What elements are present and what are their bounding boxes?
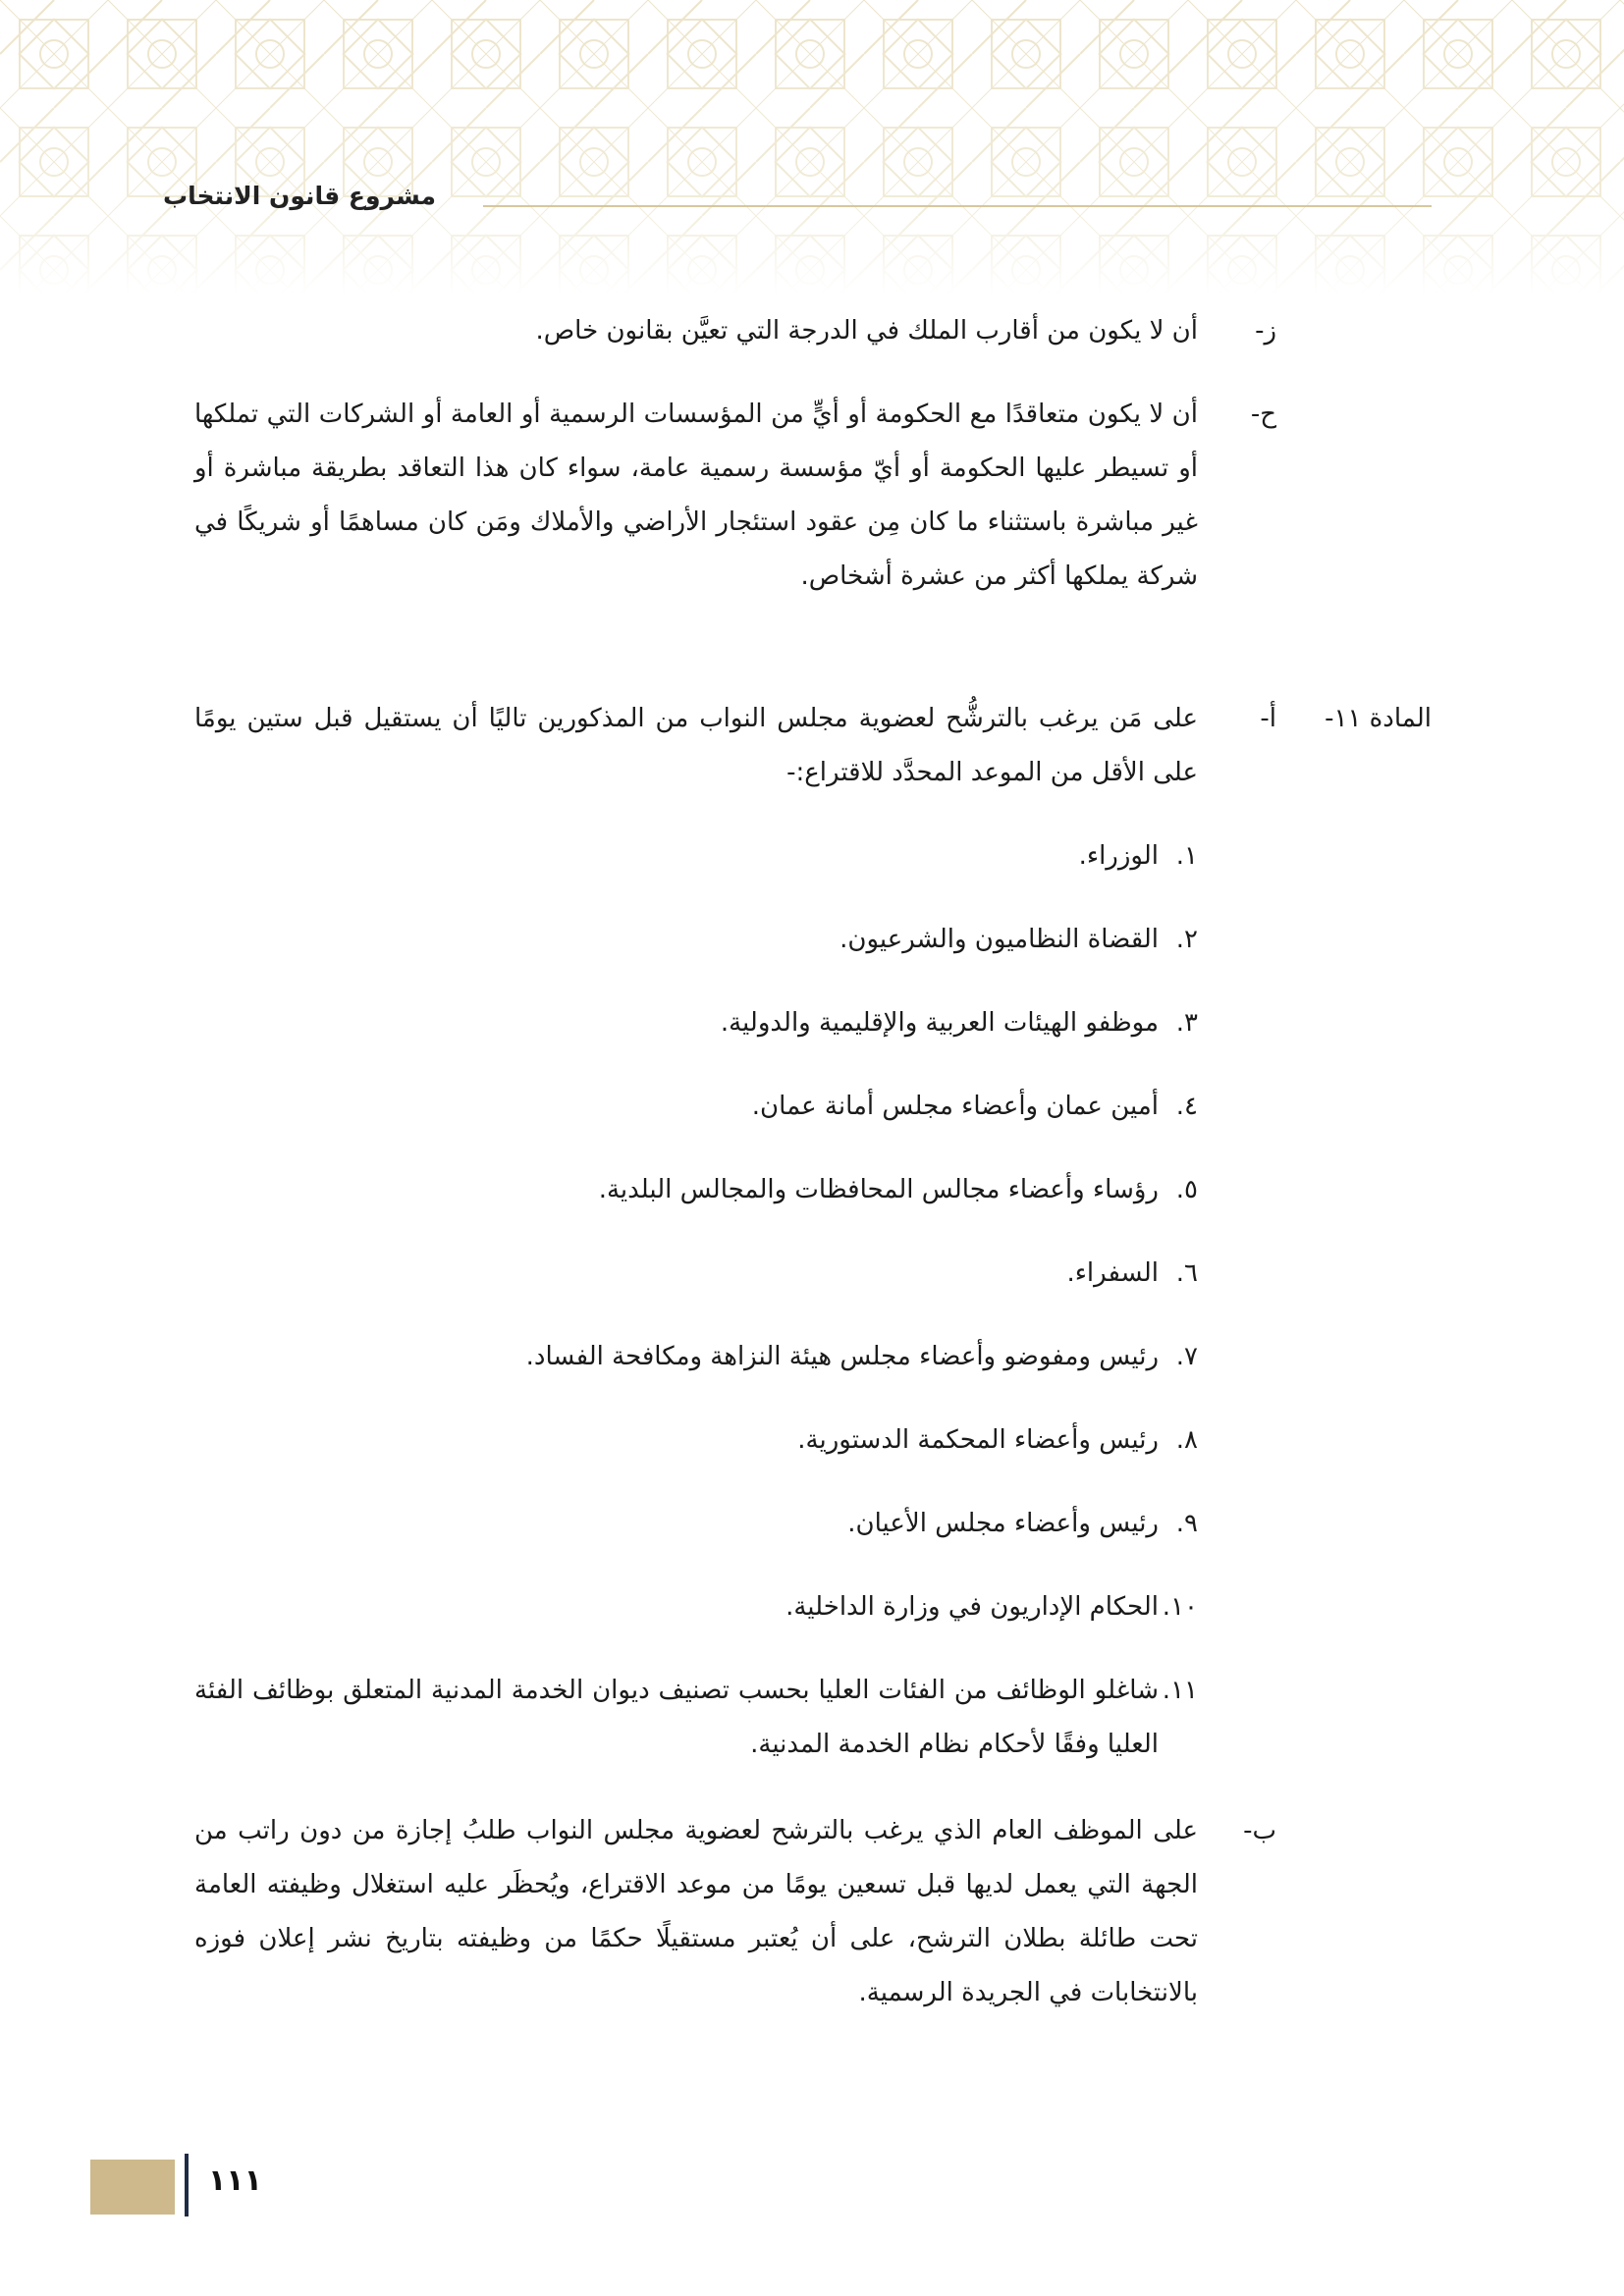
clause-label-ha: ح- bbox=[1250, 400, 1276, 429]
header-pattern bbox=[0, 0, 1624, 294]
list-item-text: الوزراء. bbox=[1078, 841, 1159, 871]
list-item-text: القضاة النظاميون والشرعيون. bbox=[839, 925, 1159, 954]
page-marker-rule bbox=[185, 2154, 189, 2216]
page-number: ١١١ bbox=[208, 2163, 262, 2198]
page-header-title: مشروع قانون الانتخاب bbox=[163, 182, 436, 210]
article-sub-a-intro: على مَن يرغب بالترشُّح لعضوية مجلس النواب من المذكورين تاليًا أن يستقيل قبل ستين يومًا على الأقل من الموعد المحدَّد للاقتراع:- bbox=[194, 704, 1198, 787]
list-item-number: ٨. bbox=[1175, 1425, 1198, 1455]
list-item-text: السفراء. bbox=[1066, 1258, 1159, 1288]
clause-text-zay: أن لا يكون من أقارب الملك في الدرجة التي تعيَّن بقانون خاص. bbox=[535, 316, 1198, 346]
article-sub-a-label: أ- bbox=[1260, 704, 1276, 733]
list-item-number: ٥. bbox=[1175, 1175, 1198, 1204]
article-sub-b-label: ب- bbox=[1243, 1816, 1276, 1845]
list-item-number: ٣. bbox=[1175, 1008, 1198, 1038]
list-item-text: رئيس وأعضاء مجلس الأعيان. bbox=[847, 1509, 1159, 1538]
list-item-number: ٢. bbox=[1175, 925, 1198, 954]
list-item-number: ٤. bbox=[1175, 1092, 1198, 1121]
clause-text-ha: أن لا يكون متعاقدًا مع الحكومة أو أيٍّ من المؤسسات الرسمية أو العامة أو الشركات التي تملكها أو تسيطر عليها الحكومة أو أيّ مؤسسة رسمية عامة، سواء كان هذا التعاقد بطريقة مباشرة أو غير مباشرة باستثناء ما كان مِن عقود استئجار الأراضي والأملاك ومَن كان مساهمًا أو شريكًا في شركة يملكها أكثر من عشرة أشخاص. bbox=[194, 400, 1198, 591]
clause-label-zay: ز- bbox=[1255, 316, 1276, 346]
article-label: المادة ١١- bbox=[1325, 704, 1432, 733]
list-item-text: رؤساء وأعضاء مجالس المحافظات والمجالس البلدية. bbox=[598, 1175, 1159, 1204]
list-item-text: شاغلو الوظائف من الفئات العليا بحسب تصنيف ديوان الخدمة المدنية المتعلق بوظائف الفئة العليا وفقًا لأحكام نظام الخدمة المدنية. bbox=[194, 1676, 1159, 1759]
list-item-number: ٩. bbox=[1175, 1509, 1198, 1538]
article-sub-b-text: على الموظف العام الذي يرغب بالترشح لعضوية مجلس النواب طلبُ إجازة من دون راتب من الجهة التي يعمل لديها قبل تسعين يومًا من موعد الاقتراع، ويُحظَر عليه استغلال وظيفته العامة تحت طائلة بطلان الترشح، على أن يُعتبر مستقيلًا حكمًا من وظيفته بتاريخ نشر إعلان فوزه بالانتخابات في الجريدة الرسمية. bbox=[194, 1816, 1198, 2007]
list-item-text: أمين عمان وأعضاء مجلس أمانة عمان. bbox=[751, 1092, 1159, 1121]
list-item-number: ١٠. bbox=[1162, 1592, 1198, 1622]
list-item-text: رئيس وأعضاء المحكمة الدستورية. bbox=[797, 1425, 1159, 1455]
list-item-text: موظفو الهيئات العربية والإقليمية والدولية. bbox=[720, 1008, 1159, 1038]
list-item-text: الحكام الإداريون في وزارة الداخلية. bbox=[785, 1592, 1159, 1622]
page-marker-box bbox=[90, 2160, 175, 2215]
ornament-pattern-graphic bbox=[0, 0, 1624, 294]
list-item-text: رئيس ومفوضو وأعضاء مجلس هيئة النزاهة ومكافحة الفساد. bbox=[525, 1342, 1159, 1371]
list-item-number: ١. bbox=[1175, 841, 1198, 871]
header-rule bbox=[483, 205, 1432, 207]
list-item-number: ٧. bbox=[1175, 1342, 1198, 1371]
list-item-number: ١١. bbox=[1162, 1676, 1198, 1705]
list-item-number: ٦. bbox=[1175, 1258, 1198, 1288]
